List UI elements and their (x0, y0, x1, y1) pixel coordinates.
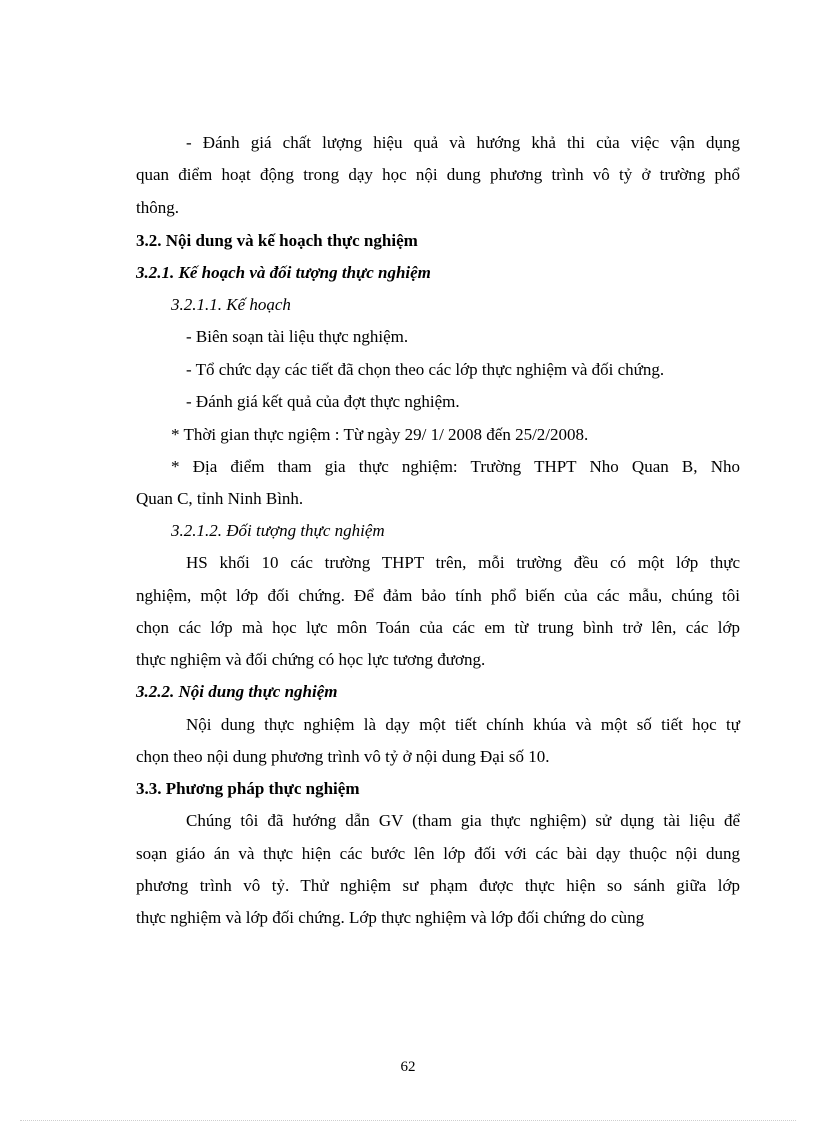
paragraph-line: - Đánh giá chất lượng hiệu quả và hướng khả thi của việc vận dụng (186, 133, 740, 152)
paragraph-line: Chúng tôi đã hướng dẫn GV (tham gia thực nghiệm) sử dụng tài liệu để (186, 811, 740, 830)
paragraph-line: chọn các lớp mà học lực môn Toán của các em từ trung bình trở lên, các lớp (136, 618, 740, 637)
subsection-heading: 3.2.1. Kế hoạch và đối tượng thực nghiệm (136, 263, 431, 282)
footer-divider (20, 1120, 796, 1121)
subsection-heading: 3.2.2. Nội dung thực nghiệm (136, 682, 338, 701)
paragraph-line: thông. (136, 198, 179, 217)
paragraph-line: thực nghiệm và lớp đối chứng. Lớp thực nghiệm và lớp đối chứng do cùng (136, 908, 645, 927)
list-item: - Đánh giá kết quả của đợt thực nghiệm. (186, 392, 460, 411)
note-line: * Thời gian thực ngiệm : Từ ngày 29/ 1/ 2008 đến 25/2/2008. (171, 425, 589, 444)
section-heading: 3.3. Phương pháp thực nghiệm (136, 779, 360, 798)
paragraph-line: nghiệm, một lớp đối chứng. Để đảm bảo tính phổ biến của các mẫu, chúng tôi (136, 586, 740, 605)
page-number: 62 (400, 1059, 416, 1075)
list-item: - Tổ chức dạy các tiết đã chọn theo các lớp thực nghiệm và đối chứng. (186, 360, 665, 379)
note-line: * Địa điểm tham gia thực nghiệm: Trường THPT Nho Quan B, Nho (171, 457, 740, 476)
paragraph-line: phương trình vô tỷ. Thử nghiệm sư phạm được thực hiện so sánh giữa lớp (136, 876, 740, 895)
section-heading: 3.2. Nội dung và kế hoạch thực nghiệm (136, 231, 418, 250)
paragraph-line: Quan C, tỉnh Ninh Bình. (136, 489, 304, 508)
paragraph-line: thực nghiệm và đối chứng có học lực tương đương. (136, 650, 486, 669)
paragraph-line: HS khối 10 các trường THPT trên, mỗi trường đều có một lớp thực (186, 553, 740, 572)
paragraph-line: quan điểm hoạt động trong dạy học nội dung phương trình vô tỷ ở trường phổ (136, 165, 740, 184)
paragraph-line: chọn theo nội dung phương trình vô tỷ ở nội dung Đại số 10. (136, 747, 550, 766)
list-item: - Biên soạn tài liệu thực nghiệm. (186, 327, 409, 346)
subsubsection-heading: 3.2.1.1. Kế hoạch (171, 295, 291, 314)
paragraph-line: soạn giáo án và thực hiện các bước lên lớp đối với các bài dạy thuộc nội dung (136, 844, 740, 863)
subsubsection-heading: 3.2.1.2. Đối tượng thực nghiệm (171, 521, 385, 540)
paragraph-line: Nội dung thực nghiệm là dạy một tiết chính khúa và một số tiết học tự (186, 715, 740, 734)
